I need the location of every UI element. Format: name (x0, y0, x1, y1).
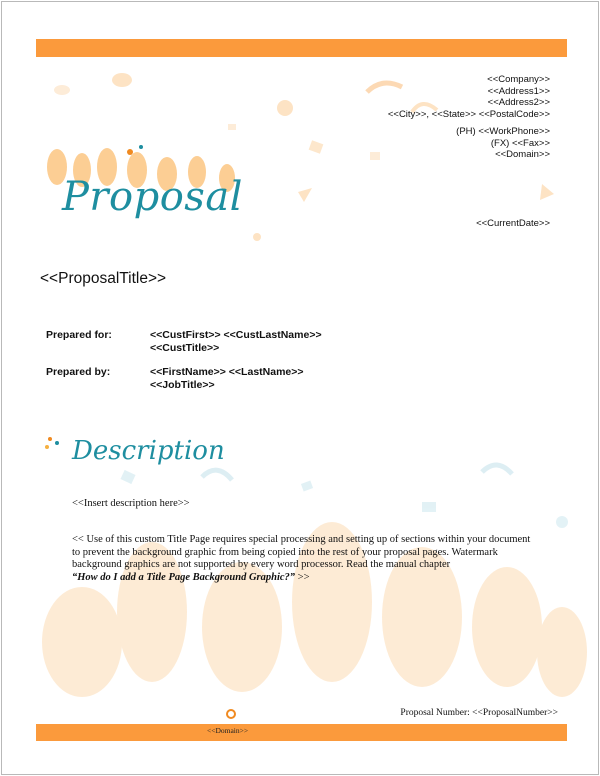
top-accent-bar (36, 39, 567, 57)
domain-field: <<Domain>> (495, 149, 550, 160)
footer-domain: <<Domain>> (207, 726, 249, 735)
description-placeholder: <<Insert description here>> (72, 498, 190, 509)
prepared-for-label: Prepared for: (46, 329, 112, 341)
note-close: >> (297, 571, 310, 583)
customer-name: <<CustFirst>> <<CustLastName>> (150, 329, 322, 341)
title-page (1, 1, 599, 775)
fax-field: (FX) <<Fax>> (490, 137, 550, 149)
prepared-by-label: Prepared by: (46, 366, 111, 378)
manual-chapter-title: “How do I add a Title Page Background Graphic?” (72, 571, 296, 583)
phone-field: (PH) <<WorkPhone>> (456, 126, 550, 137)
address1-field: <<Address1>> (487, 85, 550, 97)
description-note (72, 534, 532, 584)
company-address-block (388, 74, 550, 161)
prepared-for-row (46, 329, 322, 354)
proposal-title: <<ProposalTitle>> (40, 270, 167, 287)
proposal-number: Proposal Number: <<ProposalNumber>> (400, 708, 558, 718)
description-heading: Description (72, 436, 225, 466)
proposal-logo-title: Proposal (62, 174, 243, 220)
current-date: <<CurrentDate>> (476, 218, 550, 229)
city-state-zip-field: <<City>>, <<State>> <<PostalCode>> (387, 108, 550, 120)
company-field: <<Company>> (487, 74, 550, 85)
author-title: <<JobTitle>> (150, 379, 215, 391)
bottom-accent-bar (36, 724, 567, 741)
prepared-by-row (46, 366, 304, 391)
note-text: << Use of this custom Title Page requires special processing and setting up of sections within your document to prevent the background graphic from being copied into the rest of your proposal pages. Watermark background graphics are not supported by every word processor. Read the manual chapter (72, 534, 531, 570)
customer-title: <<CustTitle>> (150, 342, 220, 354)
author-name: <<FirstName>> <<LastName>> (150, 366, 304, 378)
address2-field: <<Address2>> (487, 97, 550, 108)
